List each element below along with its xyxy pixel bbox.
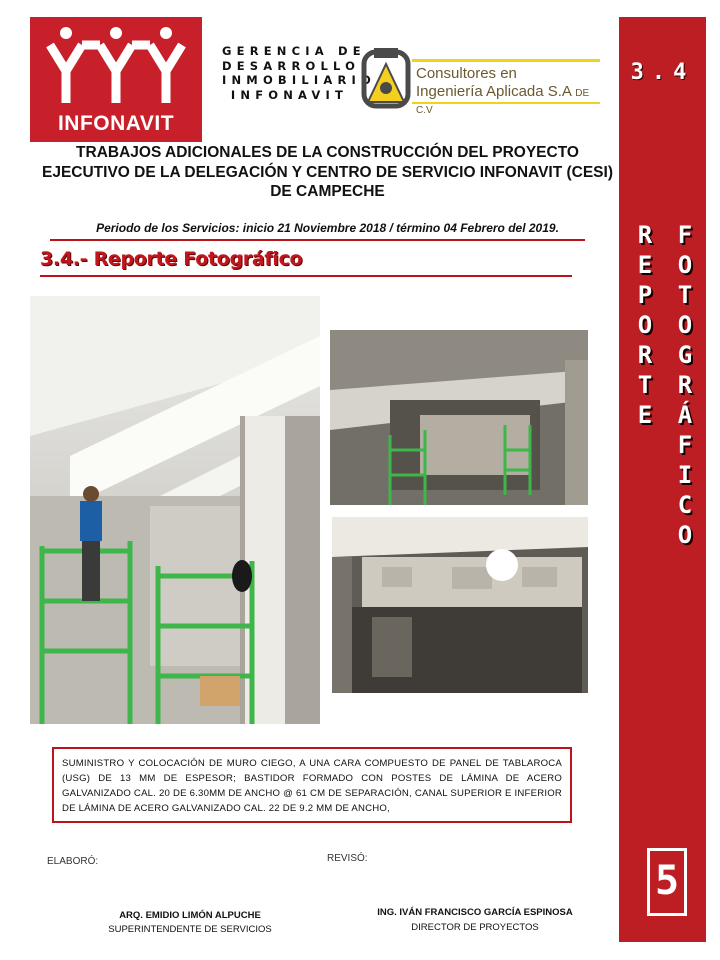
document-title [40,143,615,202]
vertical-letter: P [637,281,653,309]
consultores-name: Ingeniería Aplicada S.A [416,83,572,100]
vertical-letter: R [637,341,653,369]
elaboro-label: ELABORÓ: [47,856,99,867]
consultores-line2 [416,83,600,117]
vertical-letter: G [677,341,693,369]
vertical-letter: I [677,461,693,489]
vertical-letter: F [677,221,693,249]
reviso-role: DIRECTOR DE PROYECTOS [411,922,539,933]
vertical-letter: R [677,371,693,399]
reviso-label: REVISÓ: [327,853,368,864]
gerencia-line: INFONAVIT [230,87,348,102]
vertical-word-reporte [630,220,660,430]
vertical-letter: E [637,251,653,279]
title-line: DE CAMPECHE [270,183,385,200]
vertical-letter: C [677,491,693,519]
consultores-logo [360,46,600,118]
vertical-letter: R [637,221,653,249]
vertical-letter: E [637,401,653,429]
gerencia-line: GERENCIA DE [222,44,366,58]
logo-text: INFONAVIT [57,112,175,135]
gerencia-block [222,44,376,102]
photo-scaffolding [30,296,320,724]
vertical-letter: F [677,431,693,459]
photo-wall-framing [330,330,588,505]
gerencia-line: DESARROLLO [222,58,361,73]
consultores-line1: Consultores en [416,65,517,82]
vertical-letter: O [677,521,693,549]
photo-ceiling-panels [332,517,588,693]
vertical-letter: O [637,311,653,339]
divider [40,275,572,277]
reviso-name: ING. IVÁN FRANCISCO GARCÍA ESPINOSA [377,907,573,918]
title-line: TRABAJOS ADICIONALES DE LA CONSTRUCCIÓN DEL PROYECTO [76,144,579,161]
service-period: Periodo de los Servicios: inicio 21 Noviembre 2018 / término 04 Febrero del 2019. [96,221,559,235]
section-number: 3.4 [630,60,695,85]
divider [50,239,585,241]
elaboro-name: ARQ. EMIDIO LIMÓN ALPUCHE [119,910,261,921]
vertical-letter: O [677,251,693,279]
vertical-letter: Á [677,401,693,429]
gerencia-line: INMOBILIARIO [222,73,376,87]
section-title: 3.4.- Reporte Fotográfico [40,248,303,270]
vertical-letter: T [677,281,693,309]
page-number: 5 [647,848,687,916]
vertical-letter: T [637,371,653,399]
work-description: SUMINISTRO Y COLOCACIÓN DE MURO CIEGO, A UNA CARA COMPUESTO DE PANEL DE TABLAROCA (USG) DE 13 MM DE ESPESOR; BASTIDOR FORMADO CON POSTES DE LÁMINA DE ACERO GALVANIZADO CAL. 20 DE 6.30MM DE ANCHO @ 61 CM DE SEPARACIÓN, CANAL SUPERIOR E INFERIOR DE LÁMINA DE ACERO GALVANIZADO CAL. 22 DE 9.2 MM DE ANCHO, [52,747,572,823]
consultores-suffix: DE C.V [416,88,590,116]
elaboro-role: SUPERINTENDENTE DE SERVICIOS [108,924,272,935]
infonavit-logo [30,17,202,142]
title-line: EJECUTIVO DE LA DELEGACIÓN Y CENTRO DE SERVICIO INFONAVIT (CESI) [42,163,613,181]
vertical-word-fotografico [670,220,700,550]
infonavit-emblem-icon [44,23,188,105]
vertical-letter: O [677,311,693,339]
